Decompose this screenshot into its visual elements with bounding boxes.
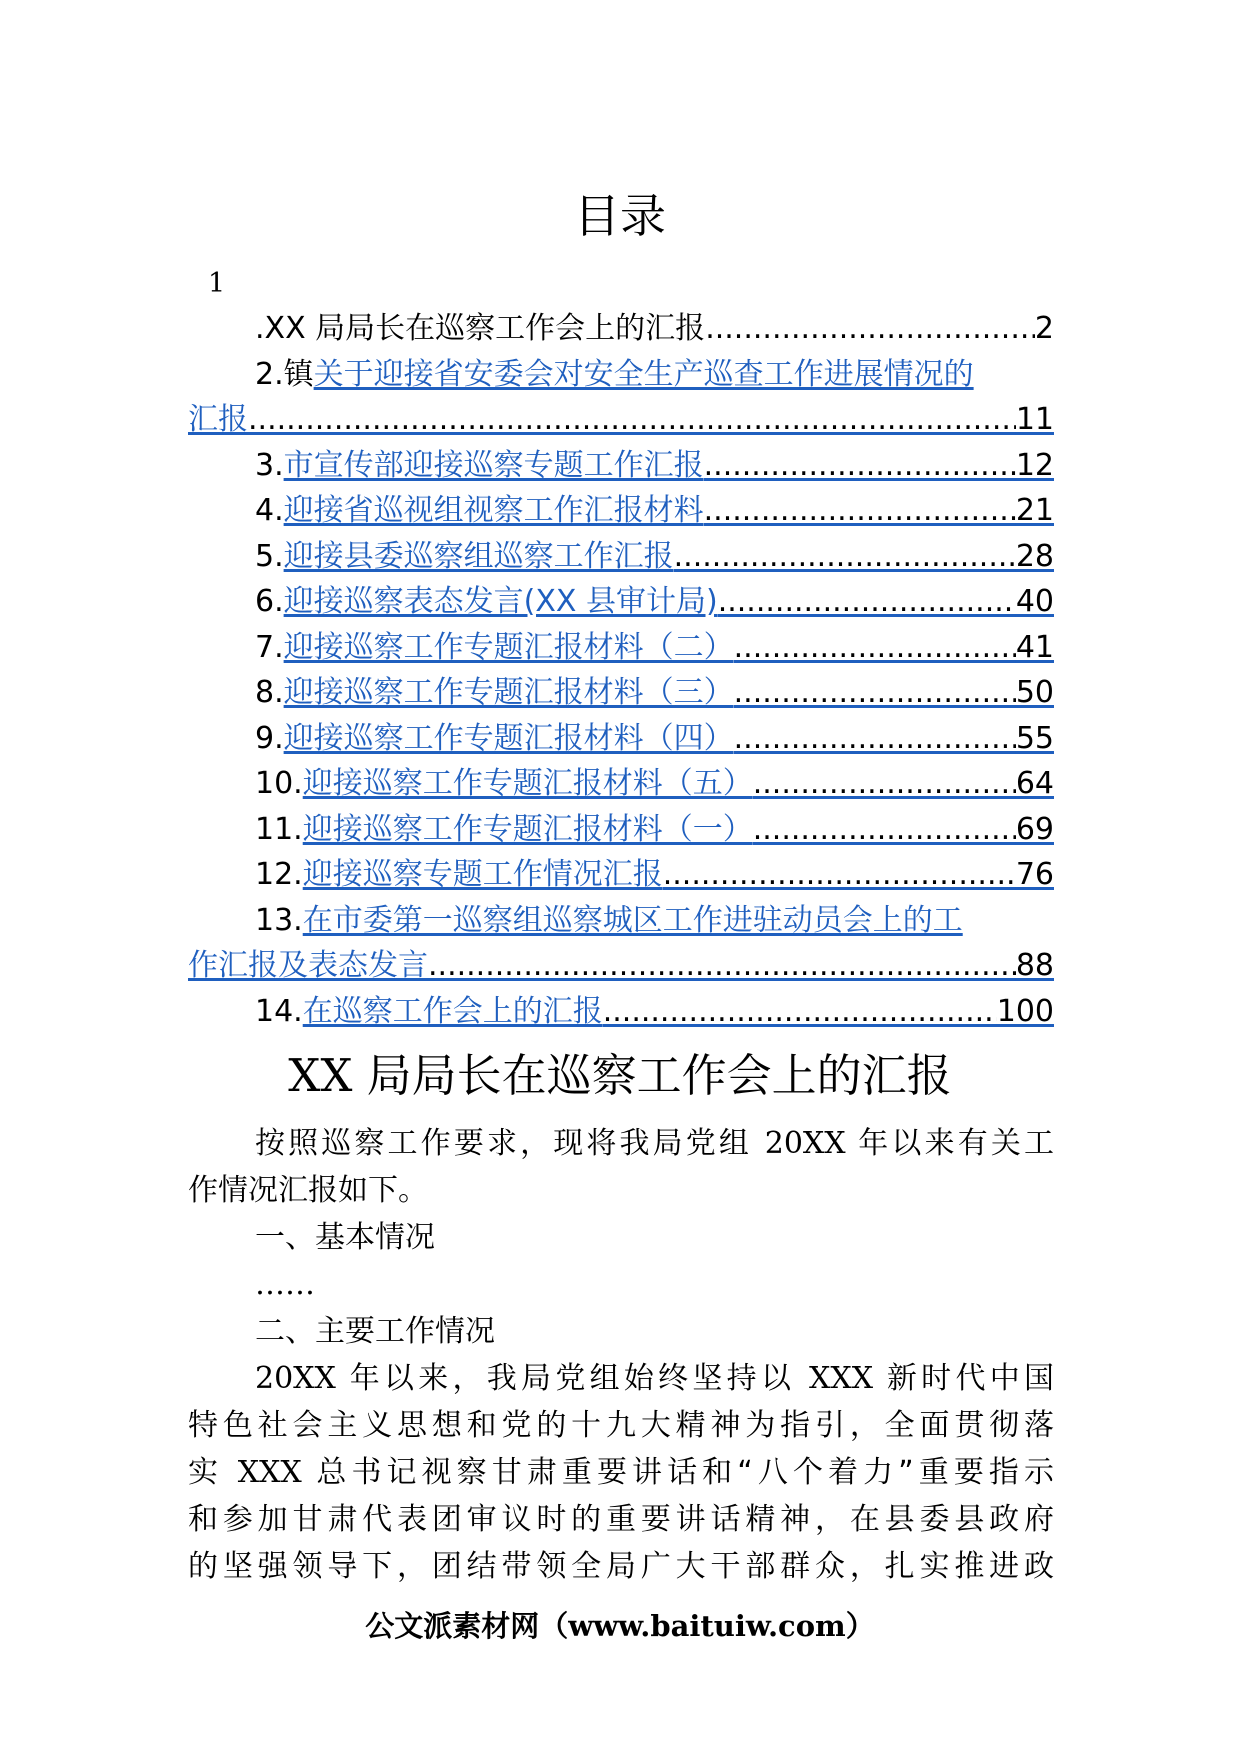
toc-entry[interactable] <box>188 534 1054 580</box>
toc-entry-link[interactable]: 在市委第一巡察组巡察城区工作进驻动员会上的工 <box>302 902 963 938</box>
toc-page-number: 69 <box>1015 811 1054 847</box>
ellipsis: …… <box>255 1267 315 1302</box>
footer-watermark: 公文派素材网（www.baituiw.com） <box>365 1609 875 1643</box>
toc-page-number: 100 <box>996 993 1054 1029</box>
toc-leader-dots <box>663 852 1016 898</box>
toc-entry-link[interactable]: 迎接巡察工作专题汇报材料（二） <box>283 629 734 665</box>
toc-leader-dots <box>734 625 1016 671</box>
document-title <box>0 1046 1240 1106</box>
toc-entry-prefix: 11. <box>255 811 303 847</box>
toc-entry[interactable] <box>188 716 1054 762</box>
toc-entry-link[interactable]: 作汇报及表态发言 <box>188 948 428 983</box>
toc-entry-prefix: 4. <box>255 493 284 528</box>
toc-entry-prefix: 13. <box>255 902 303 938</box>
toc-entry-prefix: 14. <box>255 993 303 1029</box>
paragraph-text: 年以来有关工 <box>845 1126 1054 1161</box>
toc-entry-prefix: 2.镇 <box>255 356 314 392</box>
section-heading: 二、主要工作情况 <box>255 1314 495 1349</box>
toc-entry[interactable] <box>188 352 1054 443</box>
toc-entry[interactable] <box>188 807 1054 853</box>
toc-entry[interactable] <box>188 625 1054 671</box>
toc-page-number: 40 <box>1015 584 1054 619</box>
paragraph <box>188 1120 1054 1167</box>
toc-leader-dots <box>248 397 1016 443</box>
toc-leader-dots <box>705 306 1035 352</box>
toc-entry-prefix: 7. <box>255 629 284 665</box>
toc-first-number: 1 <box>208 268 226 299</box>
paragraph-text: XXX <box>809 1361 874 1396</box>
paragraph: 作情况汇报如下。 <box>188 1173 428 1208</box>
toc-entry-prefix: 5. <box>255 538 284 574</box>
toc-entry[interactable] <box>188 761 1054 807</box>
toc-entry[interactable] <box>188 670 1054 716</box>
toc-page-number: 2 <box>1034 311 1054 346</box>
toc-entry-prefix: 3. <box>255 447 284 483</box>
toc-entry[interactable] <box>188 306 1054 352</box>
toc-entry-prefix: 10. <box>255 766 303 801</box>
toc-entry-link[interactable]: 迎接县委巡察组巡察工作汇报 <box>283 538 674 574</box>
toc-entry-link[interactable]: 汇报 <box>188 402 248 437</box>
toc-page-number: 64 <box>1015 766 1054 801</box>
toc-entry[interactable] <box>188 852 1054 898</box>
toc-entry-link[interactable]: 市宣传部迎接巡察专题工作汇报 <box>283 447 704 483</box>
toc-page-number: 21 <box>1015 493 1054 528</box>
paragraph <box>188 1449 1054 1496</box>
toc-entry-link[interactable]: 迎接巡察专题工作情况汇报 <box>302 857 663 892</box>
toc-leader-dots <box>704 488 1016 534</box>
toc-leader-dots <box>674 534 1016 580</box>
toc-leader-dots <box>753 761 1016 807</box>
toc-entry-link[interactable]: 关于迎接省安委会对安全生产巡查工作进展情况的 <box>313 356 974 392</box>
toc-page-number: 50 <box>1015 675 1054 710</box>
paragraph-text: 年以来，我局党组始终坚持以 <box>335 1361 810 1396</box>
toc-entry-prefix: 9. <box>255 720 284 756</box>
toc-entry-link[interactable]: 迎接巡察表态发言(XX 县审计局) <box>283 584 718 619</box>
toc-leader-dots <box>734 670 1016 716</box>
toc-page-number: 12 <box>1015 447 1054 483</box>
toc-entry-link[interactable]: 迎接巡察工作专题汇报材料（五） <box>302 766 753 801</box>
paragraph-text: 实 <box>188 1455 238 1490</box>
toc-entry-prefix: 12. <box>255 857 303 892</box>
toc-page-number: 88 <box>1015 948 1054 983</box>
toc-page-number: 28 <box>1015 538 1054 574</box>
document-title-text: 局局长在巡察工作会上的汇报 <box>352 1049 952 1102</box>
section-heading: 一、基本情况 <box>255 1220 435 1255</box>
paragraph-text: 总书记视察甘肃重要讲话和“八个着力”重要指示 <box>301 1455 1054 1490</box>
toc-page-number: 41 <box>1015 629 1054 665</box>
toc-entry-title: .XX 局局长在巡察工作会上的汇报 <box>255 311 706 346</box>
toc-entry-link[interactable]: 在巡察工作会上的汇报 <box>302 993 603 1029</box>
toc-entry[interactable] <box>188 579 1054 625</box>
toc-entry[interactable] <box>188 443 1054 489</box>
paragraph: 和参加甘肃代表团审议时的重要讲话精神，在县委县政府 <box>188 1502 1054 1537</box>
toc-entry[interactable] <box>188 989 1054 1035</box>
toc-leader-dots <box>704 443 1016 489</box>
toc-page-number: 55 <box>1015 720 1054 756</box>
toc-page-number: 11 <box>1015 402 1054 437</box>
document-body <box>188 1120 1054 1590</box>
document-title-latin: XX <box>288 1049 353 1102</box>
toc-entry-link[interactable]: 迎接巡察工作专题汇报材料（一） <box>302 811 753 847</box>
toc-entry[interactable] <box>188 488 1054 534</box>
paragraph-text: 20XX <box>764 1126 846 1161</box>
paragraph: 的坚强领导下，团结带领全局广大干部群众，扎实推进政 <box>188 1549 1054 1584</box>
paragraph <box>188 1355 1054 1402</box>
toc-entry[interactable] <box>188 898 1054 989</box>
toc-entry-link[interactable]: 迎接省巡视组视察工作汇报材料 <box>283 493 704 528</box>
toc-leader-dots <box>428 943 1016 989</box>
paragraph-text: 新时代中国 <box>873 1361 1054 1396</box>
toc-leader-dots <box>734 716 1016 762</box>
toc-entry-link[interactable]: 迎接巡察工作专题汇报材料（三） <box>283 675 734 710</box>
toc-entry-prefix: 6. <box>255 584 284 619</box>
toc-entry-prefix: 8. <box>255 675 284 710</box>
paragraph-text: 20XX <box>255 1361 336 1396</box>
toc-leader-dots <box>718 579 1016 625</box>
toc-leader-dots <box>753 807 1016 853</box>
toc-page-number: 76 <box>1015 857 1054 892</box>
toc-leader-dots <box>603 989 997 1035</box>
paragraph-text: 按照巡察工作要求，现将我局党组 <box>255 1126 765 1161</box>
paragraph-text: XXX <box>237 1455 302 1490</box>
paragraph: 特色社会主义思想和党的十九大精神为指引，全面贯彻落 <box>188 1408 1054 1443</box>
toc-entry-link[interactable]: 迎接巡察工作专题汇报材料（四） <box>283 720 734 756</box>
toc-title: 目录 <box>574 189 666 243</box>
table-of-contents <box>188 306 1054 1034</box>
